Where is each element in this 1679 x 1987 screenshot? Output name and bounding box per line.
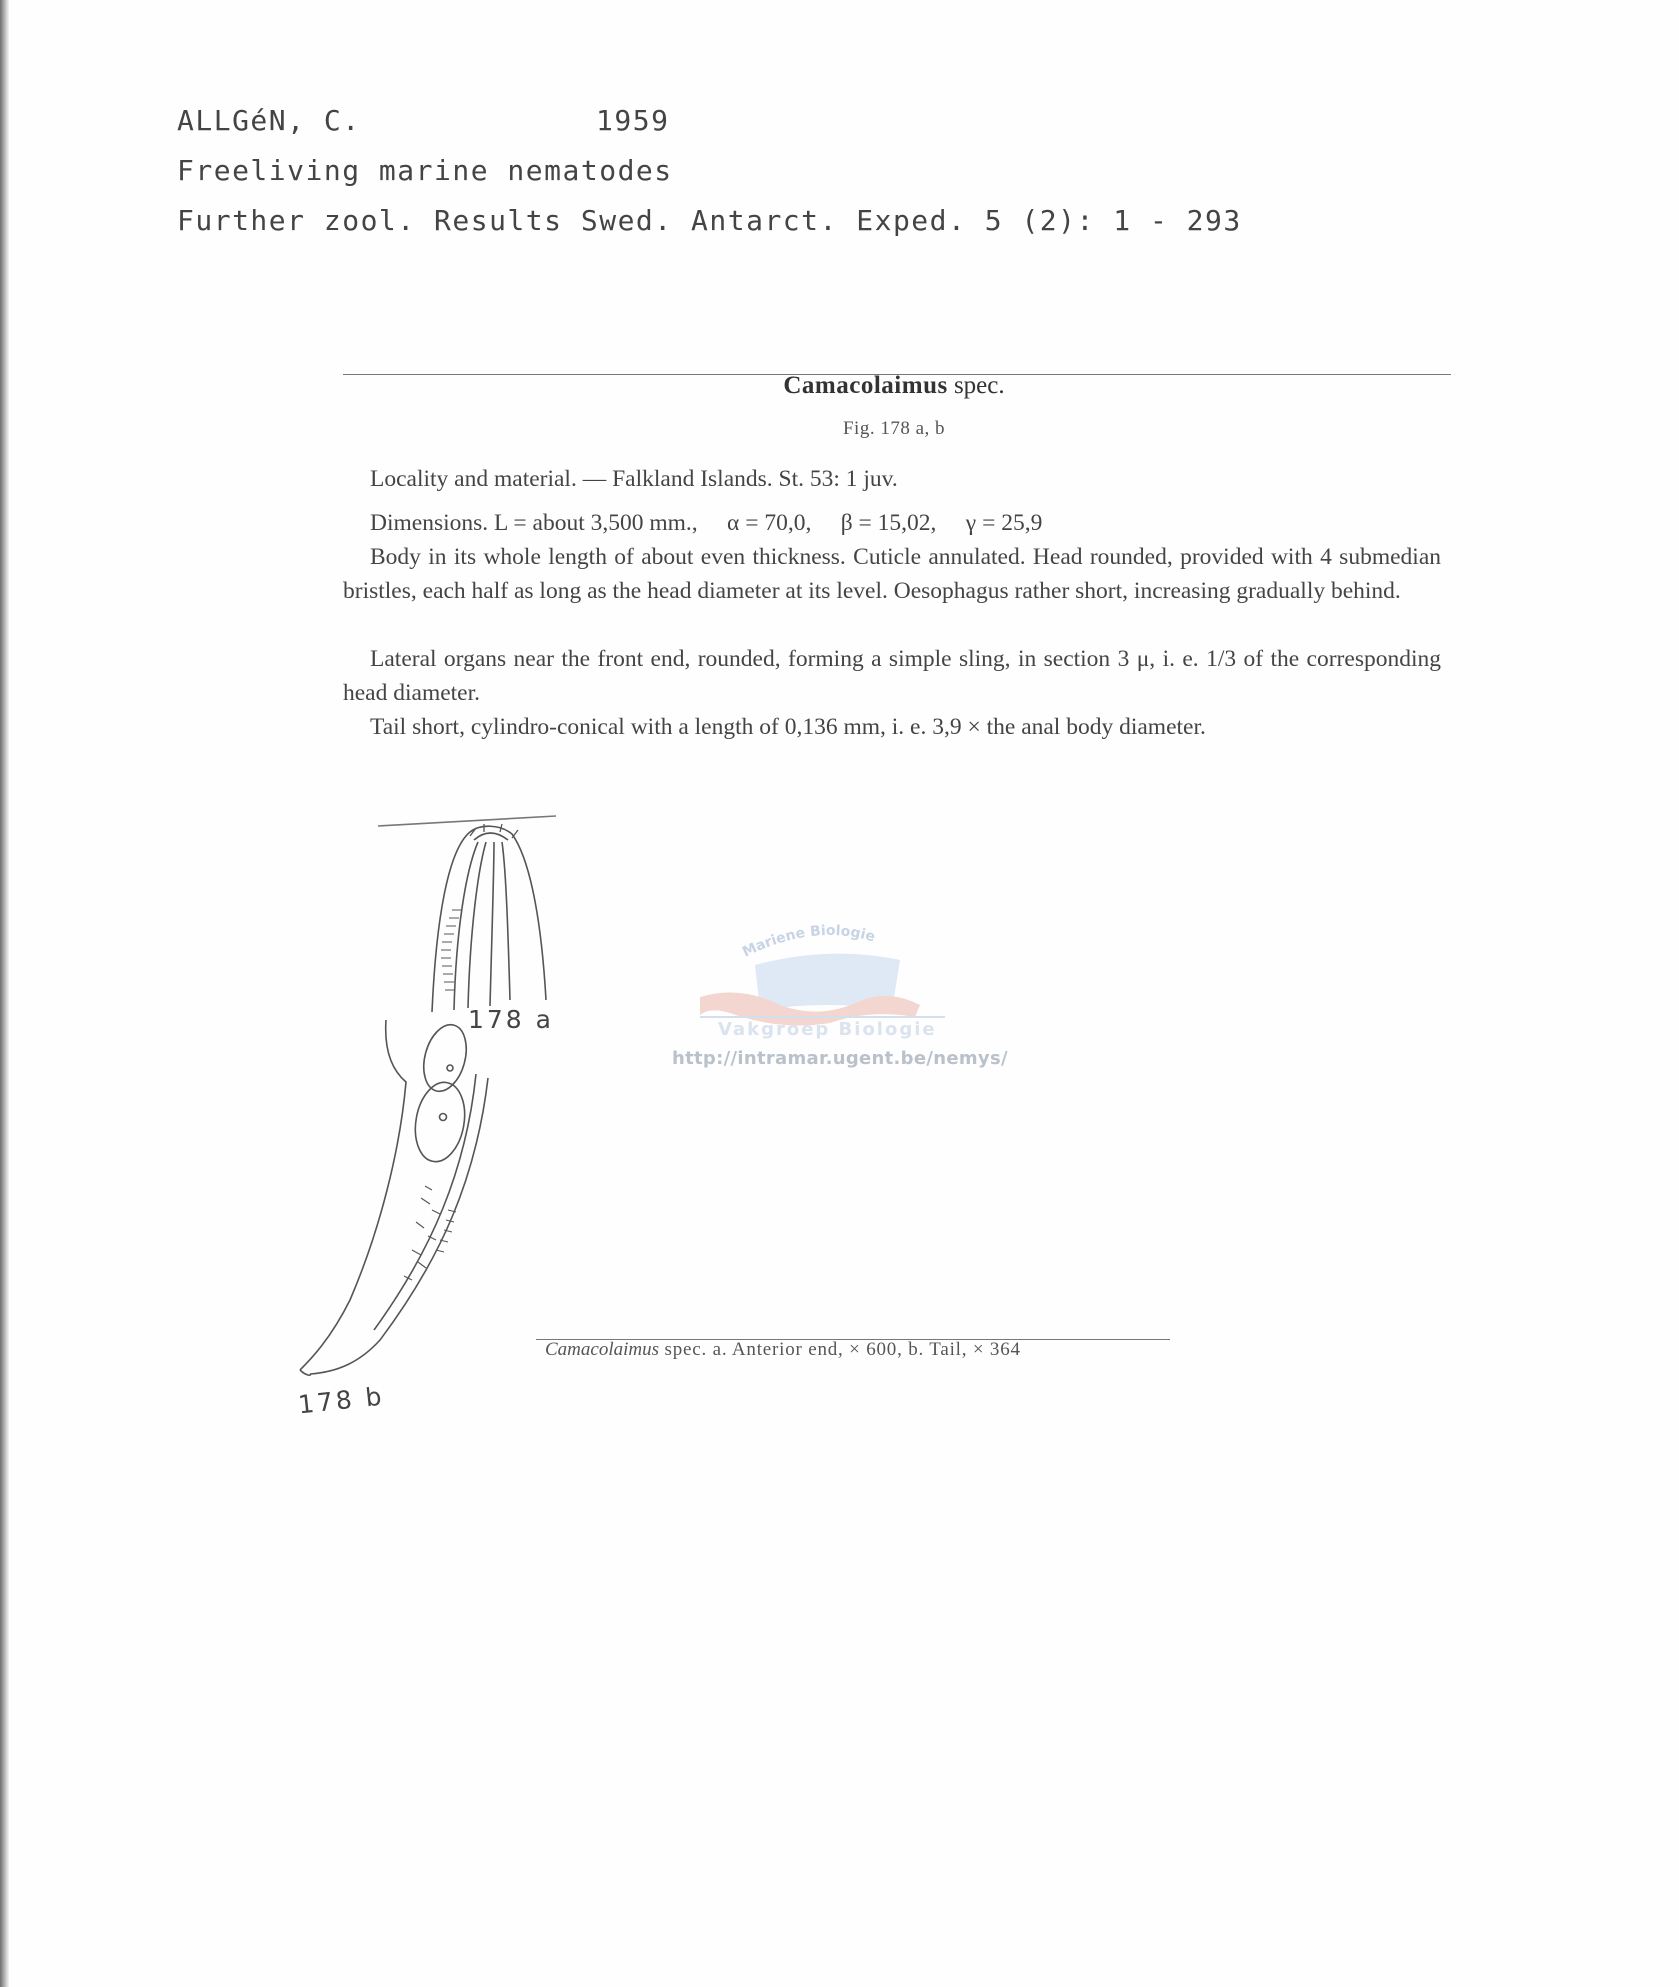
species-genus: Camacolaimus [783,372,948,399]
citation-year: 1959 [596,104,670,137]
figure-label-178b: 178 b [296,1381,386,1420]
watermark-url: http://intramar.ugent.be/nemys/ [672,1048,1008,1069]
caption-text: spec. a. Anterior end, × 600, b. Tail, × 364 [659,1339,1021,1360]
figure-caption [545,1339,1021,1361]
locality-paragraph: Locality and material. — Falkland Islands. St. 53: 1 juv. [370,466,898,492]
tail-paragraph: Tail short, cylindro-conical with a length of 0,136 mm, i. e. 3,9 × the anal body diameter. [370,714,1206,740]
citation-title: Freeliving marine nematodes [177,154,673,187]
citation-journal: Further zool. Results Swed. Antarct. Exped. 5 (2): 1 - 293 [177,204,1242,237]
species-suffix: spec. [947,372,1005,399]
dimensions-paragraph: Dimensions. L = about 3,500 mm., α = 70,0, β = 15,02, γ = 25,9 [370,510,1043,536]
figure-178a-anterior-end [378,816,556,1012]
figure-178b-tail [300,1020,488,1375]
lateral-organs-paragraph: Lateral organs near the front end, rounded, forming a simple sling, in section 3 μ, i. e. 1/3 of the corresponding head diameter. [343,646,1441,706]
figure-reference: Fig. 178 a, b [842,418,946,439]
watermark-dept-text: Vakgroep Biologie [718,1019,937,1040]
citation-author: ALLGéN, C. [177,104,361,137]
watermark-arc-text: Mariene Biologie [740,922,877,961]
caption-genus: Camacolaimus [545,1339,659,1360]
figure-label-178a: 178 a [468,1005,554,1034]
body-description-paragraph: Body in its whole length of about even thickness. Cuticle annulated. Head rounded, provided with 4 submedian bristles, each half as long as the head diameter at its level. Oesophagus rather short, increasing gradually behind. [343,544,1441,604]
